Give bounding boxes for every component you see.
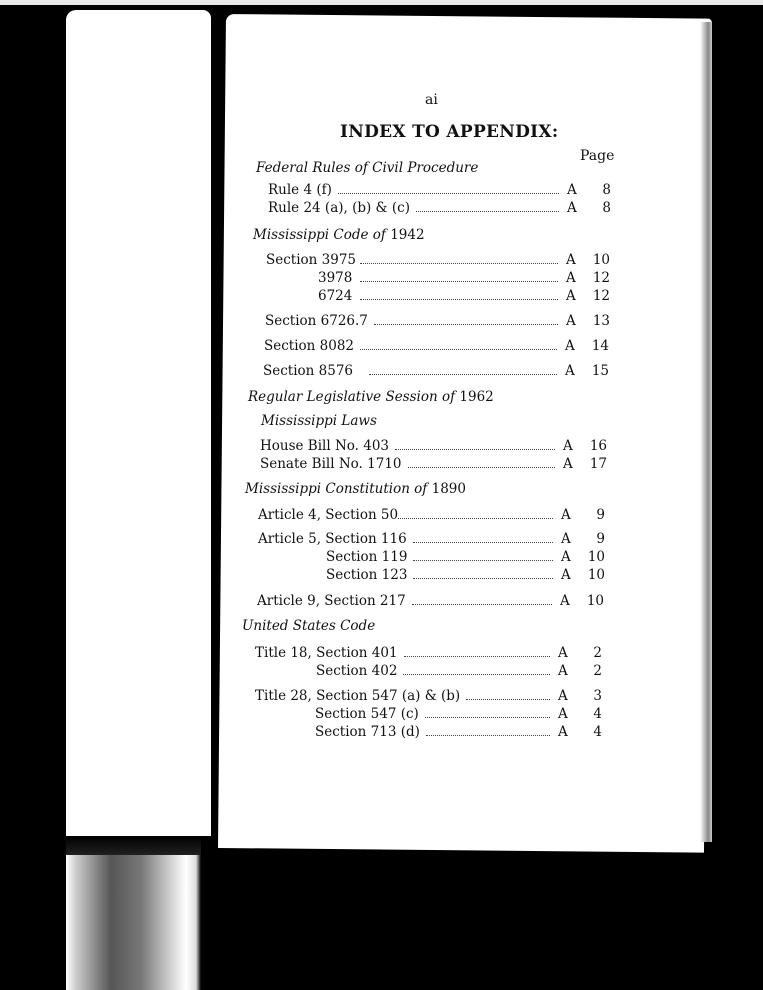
dot-leader: [360, 348, 557, 350]
index-entry: Section 6726.7 A 13: [265, 313, 610, 329]
dot-leader: [416, 210, 559, 212]
index-entry: Section 123 A 10: [326, 567, 605, 583]
dot-leader: [408, 466, 556, 468]
index-entry: Senate Bill No. 1710 A 17: [260, 456, 607, 472]
index-entry: Section 119 A 10: [326, 549, 605, 565]
dot-leader: [374, 323, 558, 325]
index-entry: Title 28, Section 547 (a) & (b) A 3: [255, 688, 602, 704]
dot-leader: [413, 577, 553, 579]
dot-leader: [395, 448, 555, 450]
dot-leader: [425, 716, 550, 718]
dot-leader: [360, 298, 558, 300]
dot-leader: [413, 541, 553, 543]
index-entry: Article 9, Section 217 A 10: [257, 593, 604, 609]
index-entry: Section 3975 A 10: [266, 252, 610, 268]
page-title: INDEX TO APPENDIX:: [340, 122, 559, 142]
index-entry: House Bill No. 403 A 16: [260, 438, 607, 454]
index-entry: Section 713 (d) A 4: [315, 724, 602, 740]
section-heading-federal-rules: Federal Rules of Civil Procedure: [256, 160, 479, 176]
index-entry: 6724 A 12: [318, 288, 610, 304]
subheading-mississippi-laws: Mississippi Laws: [261, 413, 377, 429]
index-entry: Section 8082 A 14: [264, 338, 609, 354]
dot-leader: [404, 655, 550, 657]
index-entry: Title 18, Section 401 A 2: [255, 645, 602, 661]
dot-leader: [338, 192, 559, 194]
dot-leader: [360, 262, 558, 264]
page-number: ai: [425, 92, 438, 108]
page-column-label: Page: [580, 148, 615, 164]
index-entry: 3978 A 12: [318, 270, 610, 286]
section-heading-mississippi-constitution: Mississippi Constitution of 1890: [245, 481, 466, 497]
dot-leader: [398, 517, 553, 519]
index-entry: Section 547 (c) A 4: [315, 706, 602, 722]
section-heading-united-states-code: United States Code: [242, 618, 376, 634]
dot-leader: [412, 603, 552, 605]
index-entry: Article 4, Section 50 A 9: [258, 507, 605, 523]
section-heading-mississippi-code: Mississippi Code of 1942: [253, 227, 425, 243]
index-entry: Section 402 A 2: [316, 663, 602, 679]
dot-leader: [403, 673, 550, 675]
dot-leader: [369, 373, 557, 375]
dot-leader: [466, 698, 550, 700]
dot-leader: [360, 280, 558, 282]
index-entry: Rule 24 (a), (b) & (c) A 8: [268, 200, 611, 216]
index-entry: Article 5, Section 116 A 9: [258, 531, 605, 547]
index-entry: Section 8576 A 15: [263, 363, 609, 379]
index-entry: Rule 4 (f) A 8: [268, 182, 611, 198]
section-heading-legislative-session: Regular Legislative Session of 1962: [248, 389, 494, 405]
dot-leader: [426, 734, 550, 736]
dot-leader: [413, 559, 553, 561]
